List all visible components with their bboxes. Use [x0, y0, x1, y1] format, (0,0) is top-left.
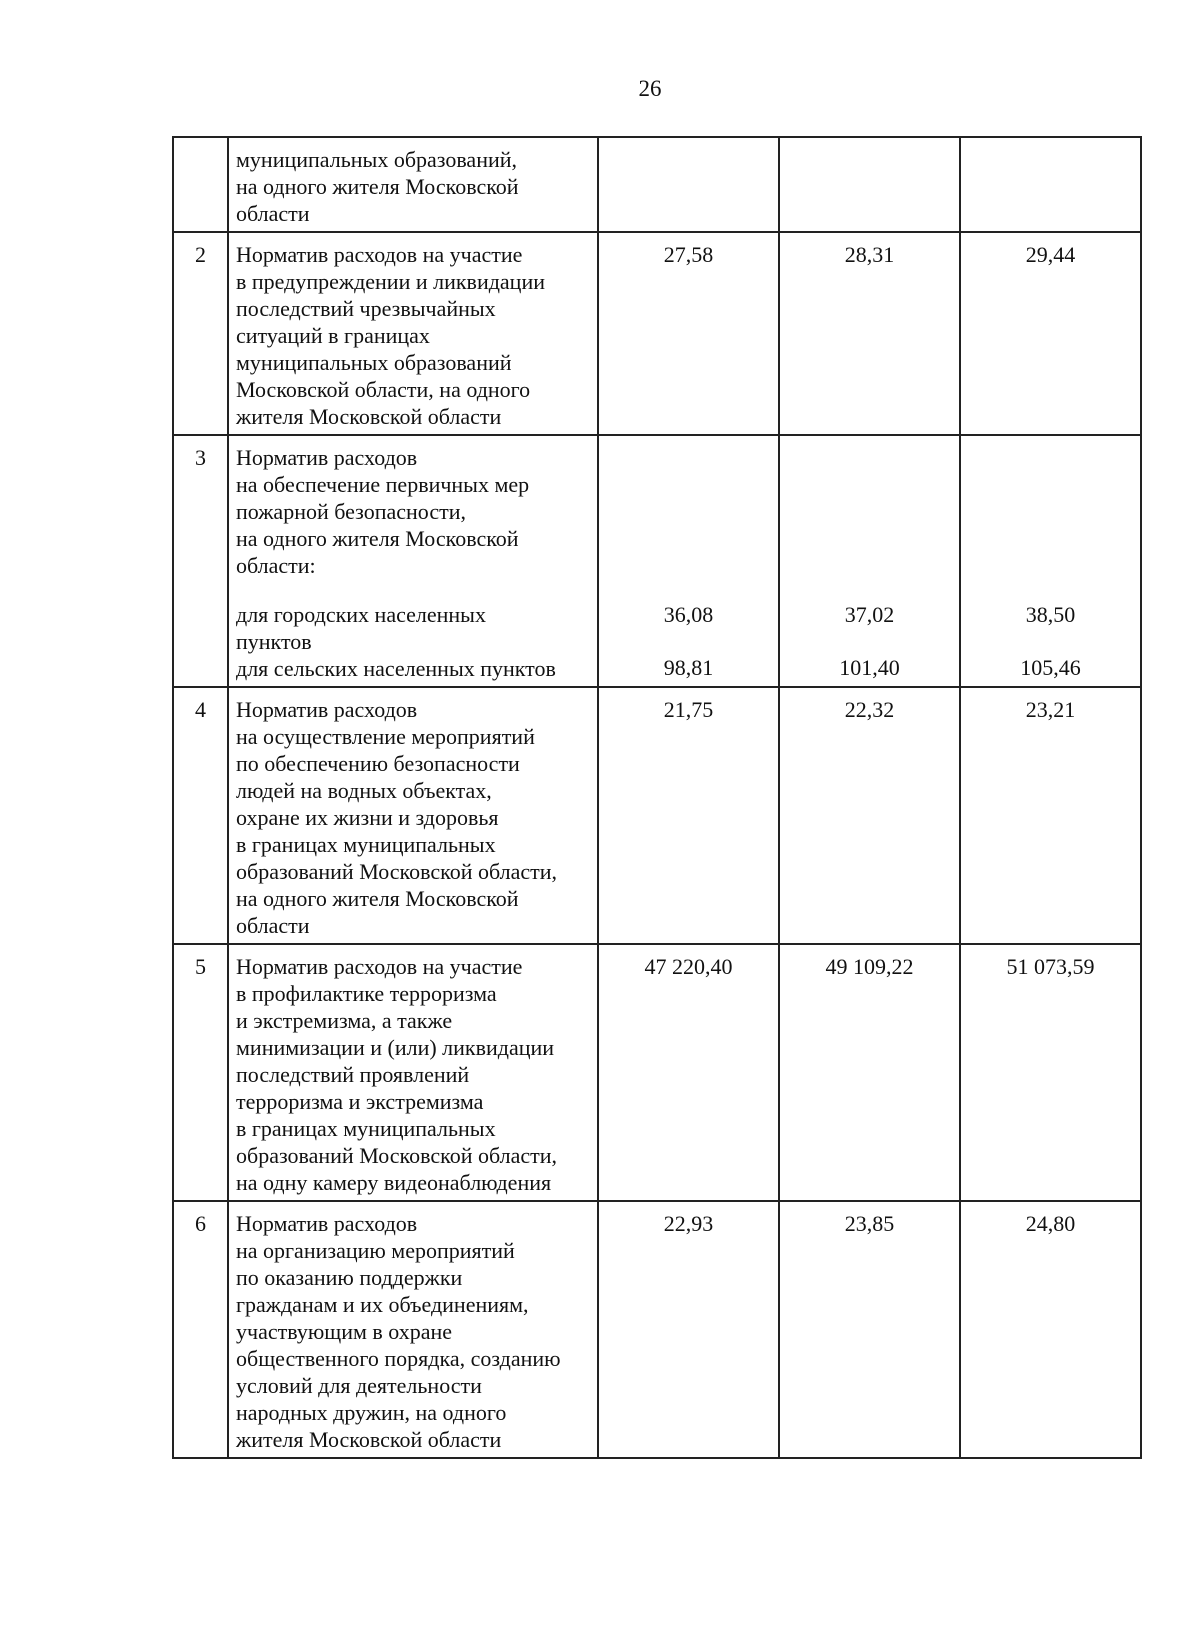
- value-cell-year-1: [598, 944, 779, 1201]
- norm-name-line: муниципальных образований,: [236, 147, 518, 172]
- sub-item-name-line: пунктов: [236, 629, 312, 654]
- norm-name-line: в профилактике терроризма: [236, 981, 497, 1006]
- norm-name-line: пожарной безопасности,: [236, 499, 467, 524]
- norm-value: 24,80: [1025, 1211, 1076, 1236]
- norm-name-line: условий для деятельности: [236, 1373, 482, 1398]
- norm-name-cell: [228, 232, 598, 435]
- norm-name-line: Норматив расходов на участие: [236, 954, 523, 979]
- norm-value: 27,58: [663, 242, 714, 267]
- norm-name-line: по обеспечению безопасности: [236, 751, 520, 776]
- norm-value: 29,44: [1025, 242, 1076, 267]
- norm-name-line: области: [236, 201, 310, 226]
- value-cell-year-1: [598, 137, 779, 232]
- table-row: [173, 1201, 1141, 1458]
- norm-name-line: Норматив расходов: [236, 697, 418, 722]
- table-row: [173, 944, 1141, 1201]
- norm-name-line: на одну камеру видеонаблюдения: [236, 1170, 552, 1195]
- norm-name-line: людей на водных объектах,: [236, 778, 492, 803]
- norm-name-line: на одного жителя Московской: [236, 526, 519, 551]
- norm-name-line: народных дружин, на одного: [236, 1400, 507, 1425]
- norm-name-line: Норматив расходов: [236, 445, 418, 470]
- value-cell-year-3: [960, 687, 1141, 944]
- norm-name-line: области:: [236, 553, 316, 578]
- norm-name-line: на обеспечение первичных мер: [236, 472, 530, 497]
- norm-value: 51 073,59: [1006, 954, 1095, 979]
- norm-value: 21,75: [663, 697, 714, 722]
- norm-name-line: образований Московской области,: [236, 859, 558, 884]
- norm-name-line: в границах муниципальных: [236, 1116, 496, 1141]
- norm-name-line: образований Московской области,: [236, 1143, 558, 1168]
- sub-item-value: 37,02: [844, 602, 895, 627]
- row-number-cell: [173, 687, 228, 944]
- norm-name-line: Норматив расходов на участие: [236, 242, 523, 267]
- value-cell-year-1: [598, 1201, 779, 1458]
- row-number: 4: [195, 697, 206, 722]
- row-number-cell: [173, 944, 228, 1201]
- norm-name-line: общественного порядка, созданию: [236, 1346, 561, 1371]
- norm-name-line: Московской области, на одного: [236, 377, 531, 402]
- row-number-cell: [173, 137, 228, 232]
- norm-name-cell: [228, 435, 598, 687]
- norm-name-line: области: [236, 913, 310, 938]
- norm-value: 23,85: [844, 1211, 895, 1236]
- norm-value: 47 220,40: [644, 954, 733, 979]
- norm-name-line: на одного жителя Московской: [236, 886, 519, 911]
- norm-name-line: в предупреждении и ликвидации: [236, 269, 545, 294]
- norm-name-line: участвующим в охране: [236, 1319, 453, 1344]
- norm-name-line: ситуаций в границах: [236, 323, 430, 348]
- norm-name-line: по оказанию поддержки: [236, 1265, 463, 1290]
- value-cell-year-2: [779, 1201, 960, 1458]
- norm-name-line: и экстремизма, а также: [236, 1008, 453, 1033]
- table-body: [173, 137, 1141, 1458]
- norm-value: 49 109,22: [825, 954, 914, 979]
- value-cell-year-1: [598, 687, 779, 944]
- norm-name-line: последствий чрезвычайных: [236, 296, 496, 321]
- norm-name-line: жителя Московской области: [236, 1427, 502, 1452]
- value-cell-year-1: [598, 232, 779, 435]
- sub-item-value: 36,08: [663, 602, 714, 627]
- norm-name-line: на осуществление мероприятий: [236, 724, 535, 749]
- norm-name-line: в границах муниципальных: [236, 832, 496, 857]
- page-number: 26: [638, 76, 662, 101]
- norm-name-line: последствий проявлений: [236, 1062, 470, 1087]
- norms-table: [172, 136, 1142, 1459]
- row-number-cell: [173, 435, 228, 687]
- norm-value: 22,32: [844, 697, 895, 722]
- row-number: 2: [195, 242, 206, 267]
- row-number-cell: [173, 232, 228, 435]
- norm-name-line: муниципальных образований: [236, 350, 512, 375]
- value-cell-year-2: [779, 435, 960, 687]
- row-number: 6: [195, 1211, 206, 1236]
- sub-item-name-line: для городских населенных: [236, 602, 486, 627]
- sub-item-value: 101,40: [839, 655, 900, 680]
- value-cell-year-3: [960, 1201, 1141, 1458]
- norm-name-line: терроризма и экстремизма: [236, 1089, 484, 1114]
- row-number-cell: [173, 1201, 228, 1458]
- value-cell-year-3: [960, 137, 1141, 232]
- norm-name-cell: [228, 1201, 598, 1458]
- value-cell-year-2: [779, 137, 960, 232]
- norm-value: 22,93: [663, 1211, 714, 1236]
- value-cell-year-2: [779, 944, 960, 1201]
- row-number: 5: [195, 954, 206, 979]
- value-cell-year-2: [779, 232, 960, 435]
- norm-value: 23,21: [1025, 697, 1076, 722]
- norm-name-line: жителя Московской области: [236, 404, 502, 429]
- sub-item-name-line: для сельских населенных пунктов: [236, 656, 556, 681]
- value-cell-year-2: [779, 687, 960, 944]
- norm-name-cell: [228, 137, 598, 232]
- norm-name-line: Норматив расходов: [236, 1211, 418, 1236]
- row-number: 3: [195, 445, 206, 470]
- sub-item-value: 98,81: [663, 655, 714, 680]
- table-row: [173, 435, 1141, 687]
- table-row: [173, 687, 1141, 944]
- norm-value: 28,31: [844, 242, 895, 267]
- norm-name-line: на организацию мероприятий: [236, 1238, 515, 1263]
- table-row: [173, 137, 1141, 232]
- norm-name-cell: [228, 944, 598, 1201]
- sub-item-value: 38,50: [1025, 602, 1076, 627]
- norm-name-line: минимизации и (или) ликвидации: [236, 1035, 555, 1060]
- sub-item-value: 105,46: [1020, 655, 1081, 680]
- norm-name-line: на одного жителя Московской: [236, 174, 519, 199]
- norm-name-line: охране их жизни и здоровья: [236, 805, 499, 830]
- norm-name-line: гражданам и их объединениям,: [236, 1292, 529, 1317]
- norm-name-cell: [228, 687, 598, 944]
- value-cell-year-3: [960, 435, 1141, 687]
- value-cell-year-3: [960, 944, 1141, 1201]
- table-row: [173, 232, 1141, 435]
- value-cell-year-1: [598, 435, 779, 687]
- value-cell-year-3: [960, 232, 1141, 435]
